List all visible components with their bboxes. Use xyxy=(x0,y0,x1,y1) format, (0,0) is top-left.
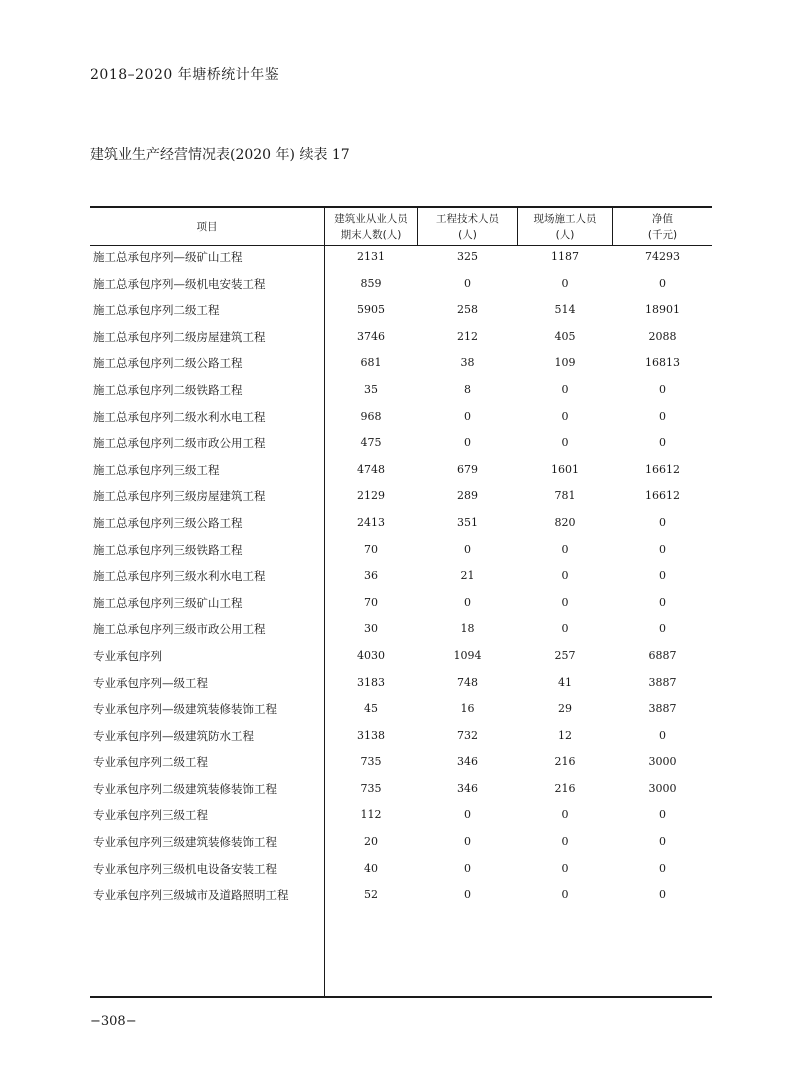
row-technical-staff-value: 16 xyxy=(460,702,475,716)
row-site-workers-value: 0 xyxy=(561,835,569,849)
row-item-name: 施工总承包序列—级机电安装工程 xyxy=(93,276,266,291)
row-net-value: 16612 xyxy=(645,462,680,476)
column-header-technical-staff: 工程技术人员 (人) xyxy=(436,213,499,241)
row-employees-value: 36 xyxy=(364,569,378,583)
table-row xyxy=(90,457,712,484)
table-row xyxy=(90,776,712,803)
row-item-name: 施工总承包序列三级公路工程 xyxy=(93,515,243,530)
row-item-name: 专业承包序列二级工程 xyxy=(93,755,208,770)
table-row xyxy=(90,643,712,670)
row-employees-value: 30 xyxy=(364,622,378,636)
row-employees-value: 45 xyxy=(364,702,378,716)
row-technical-staff-value: 212 xyxy=(457,329,478,343)
row-employees-value: 3183 xyxy=(357,675,385,689)
row-technical-staff-value: 679 xyxy=(457,462,478,476)
row-employees-value: 968 xyxy=(360,409,382,423)
row-net-value: 0 xyxy=(659,542,666,556)
row-site-workers-value: 0 xyxy=(561,436,569,450)
row-net-value: 0 xyxy=(659,861,666,875)
table-row xyxy=(90,483,712,510)
row-item-name: 施工总承包序列三级矿山工程 xyxy=(93,595,243,610)
row-net-value: 6887 xyxy=(648,648,677,662)
row-technical-staff-value: 38 xyxy=(460,356,475,370)
row-site-workers-value: 0 xyxy=(561,595,569,609)
row-net-value: 0 xyxy=(659,409,666,423)
row-technical-staff-value: 351 xyxy=(457,515,478,529)
table-row xyxy=(90,802,712,829)
row-item-name: 专业承包序列三级机电设备安装工程 xyxy=(93,861,277,876)
row-employees-value: 3138 xyxy=(357,728,385,742)
row-site-workers-value: 0 xyxy=(561,382,569,396)
row-site-workers-value: 781 xyxy=(554,489,576,503)
row-employees-value: 35 xyxy=(364,382,378,396)
row-site-workers-value: 820 xyxy=(554,515,576,529)
row-net-value: 3887 xyxy=(648,675,677,689)
row-technical-staff-value: 0 xyxy=(464,808,471,822)
row-technical-staff-value: 0 xyxy=(464,595,471,609)
row-technical-staff-value: 289 xyxy=(457,489,478,503)
table-row xyxy=(90,297,712,324)
row-item-name: 专业承包序列—级建筑装修装饰工程 xyxy=(93,702,277,717)
row-employees-value: 735 xyxy=(360,755,382,769)
row-technical-staff-value: 1094 xyxy=(453,648,482,662)
row-site-workers-value: 0 xyxy=(561,409,569,423)
row-item-name: 专业承包序列 xyxy=(93,648,162,663)
row-site-workers-value: 12 xyxy=(558,728,572,742)
row-item-name: 施工总承包序列二级水利水电工程 xyxy=(93,409,266,424)
row-employees-value: 735 xyxy=(360,781,382,795)
row-item-name: 专业承包序列二级建筑装修装饰工程 xyxy=(93,781,277,796)
row-employees-value: 40 xyxy=(364,861,378,875)
table-row xyxy=(90,749,712,776)
row-site-workers-value: 216 xyxy=(554,755,576,769)
row-item-name: 施工总承包序列二级公路工程 xyxy=(93,356,243,371)
row-net-value: 0 xyxy=(659,595,666,609)
row-technical-staff-value: 0 xyxy=(464,888,471,902)
row-item-name: 施工总承包序列三级工程 xyxy=(93,462,220,477)
row-employees-value: 475 xyxy=(360,436,382,450)
table-row xyxy=(90,244,712,271)
row-item-name: 专业承包序列—级建筑防水工程 xyxy=(93,728,254,743)
row-net-value: 0 xyxy=(659,276,666,290)
row-site-workers-value: 0 xyxy=(561,861,569,875)
row-technical-staff-value: 346 xyxy=(457,755,478,769)
table-row xyxy=(90,377,712,404)
table-row xyxy=(90,430,712,457)
row-site-workers-value: 0 xyxy=(561,569,569,583)
row-technical-staff-value: 0 xyxy=(464,861,471,875)
table-row xyxy=(90,350,712,377)
row-site-workers-value: 514 xyxy=(554,303,576,317)
table-top-rule xyxy=(90,206,712,208)
row-net-value: 18901 xyxy=(645,303,680,317)
row-site-workers-value: 405 xyxy=(554,329,576,343)
row-net-value: 0 xyxy=(659,436,666,450)
row-site-workers-value: 109 xyxy=(554,356,576,370)
row-site-workers-value: 216 xyxy=(554,781,576,795)
row-item-name: 施工总承包序列二级房屋建筑工程 xyxy=(93,329,266,344)
row-employees-value: 2129 xyxy=(357,489,385,503)
row-site-workers-value: 1187 xyxy=(551,250,579,263)
table-row xyxy=(90,882,712,909)
table-row xyxy=(90,723,712,750)
row-net-value: 16612 xyxy=(645,489,680,503)
row-item-name: 专业承包序列三级工程 xyxy=(93,808,208,823)
row-technical-staff-value: 325 xyxy=(457,250,478,263)
table-body xyxy=(90,244,712,909)
table-row xyxy=(90,537,712,564)
table-row xyxy=(90,590,712,617)
row-item-name: 专业承包序列—级工程 xyxy=(93,675,208,690)
row-item-name: 施工总承包序列二级铁路工程 xyxy=(93,382,243,397)
row-net-value: 3000 xyxy=(648,755,677,769)
row-technical-staff-value: 18 xyxy=(460,622,475,636)
row-technical-staff-value: 346 xyxy=(457,781,478,795)
row-net-value: 0 xyxy=(659,728,666,742)
row-employees-value: 4748 xyxy=(357,462,385,476)
row-item-name: 施工总承包序列二级工程 xyxy=(93,303,220,318)
table-row xyxy=(90,670,712,697)
table-bottom-rule xyxy=(90,996,712,998)
table-row xyxy=(90,696,712,723)
row-site-workers-value: 29 xyxy=(558,702,572,716)
row-technical-staff-value: 0 xyxy=(464,542,471,556)
row-site-workers-value: 0 xyxy=(561,622,569,636)
table-title: 建筑业生产经营情况表(2020 年) 续表 17 xyxy=(90,147,350,163)
row-item-name: 施工总承包序列三级市政公用工程 xyxy=(93,622,266,637)
column-header-net-value: 净值 (千元) xyxy=(647,213,678,241)
row-site-workers-value: 0 xyxy=(561,888,569,902)
row-site-workers-value: 0 xyxy=(561,808,569,822)
row-net-value: 3000 xyxy=(648,781,677,795)
row-employees-value: 3746 xyxy=(357,329,385,343)
table-row xyxy=(90,404,712,431)
row-technical-staff-value: 0 xyxy=(464,276,471,290)
row-employees-value: 70 xyxy=(364,542,378,556)
row-net-value: 0 xyxy=(659,622,666,636)
row-item-name: 施工总承包序列—级矿山工程 xyxy=(93,250,243,264)
row-net-value: 3887 xyxy=(648,702,677,716)
row-employees-value: 52 xyxy=(364,888,378,902)
row-technical-staff-value: 0 xyxy=(464,436,471,450)
row-item-name: 专业承包序列三级建筑装修装饰工程 xyxy=(93,835,277,850)
row-site-workers-value: 41 xyxy=(558,675,572,689)
data-table xyxy=(90,206,712,998)
row-site-workers-value: 1601 xyxy=(551,462,579,476)
row-technical-staff-value: 0 xyxy=(464,409,471,423)
table-row xyxy=(90,856,712,883)
row-item-name: 施工总承包序列三级房屋建筑工程 xyxy=(93,489,266,504)
row-item-name: 施工总承包序列三级铁路工程 xyxy=(93,542,243,557)
row-site-workers-value: 0 xyxy=(561,542,569,556)
row-employees-value: 112 xyxy=(360,808,382,822)
table-row xyxy=(90,616,712,643)
row-net-value: 0 xyxy=(659,382,666,396)
row-site-workers-value: 0 xyxy=(561,276,569,290)
row-employees-value: 2413 xyxy=(357,515,385,529)
row-net-value: 0 xyxy=(659,835,666,849)
row-employees-value: 70 xyxy=(364,595,378,609)
row-technical-staff-value: 0 xyxy=(464,835,471,849)
row-item-name: 施工总承包序列三级水利水电工程 xyxy=(93,569,266,584)
table-row xyxy=(90,829,712,856)
row-technical-staff-value: 748 xyxy=(457,675,478,689)
row-employees-value: 5905 xyxy=(357,303,385,317)
table-row xyxy=(90,271,712,298)
column-header-employees: 建筑业从业人员 期末人数(人) xyxy=(334,213,408,241)
page-number: −308− xyxy=(90,1014,137,1029)
row-technical-staff-value: 258 xyxy=(457,303,478,317)
column-header-item: 项目 xyxy=(196,221,218,233)
row-net-value: 0 xyxy=(659,808,666,822)
row-employees-value: 20 xyxy=(364,835,378,849)
row-employees-value: 4030 xyxy=(357,648,385,662)
column-header-site-workers: 现场施工人员 (人) xyxy=(533,213,597,241)
row-item-name: 施工总承包序列二级市政公用工程 xyxy=(93,436,266,451)
row-employees-value: 859 xyxy=(360,276,382,290)
table-row xyxy=(90,324,712,351)
row-employees-value: 2131 xyxy=(357,250,385,263)
row-net-value: 74293 xyxy=(645,250,680,263)
table-row xyxy=(90,510,712,537)
row-technical-staff-value: 732 xyxy=(457,728,478,742)
row-technical-staff-value: 8 xyxy=(464,382,471,396)
row-net-value: 0 xyxy=(659,888,666,902)
row-net-value: 0 xyxy=(659,569,666,583)
row-site-workers-value: 257 xyxy=(554,648,576,662)
row-net-value: 16813 xyxy=(645,356,680,370)
row-employees-value: 681 xyxy=(360,356,382,370)
table-row xyxy=(90,563,712,590)
row-net-value: 2088 xyxy=(648,329,677,343)
row-item-name: 专业承包序列三级城市及道路照明工程 xyxy=(93,888,289,903)
running-head: 2018–2020 年塘桥统计年鉴 xyxy=(90,67,280,83)
row-net-value: 0 xyxy=(659,515,666,529)
row-technical-staff-value: 21 xyxy=(460,569,475,583)
